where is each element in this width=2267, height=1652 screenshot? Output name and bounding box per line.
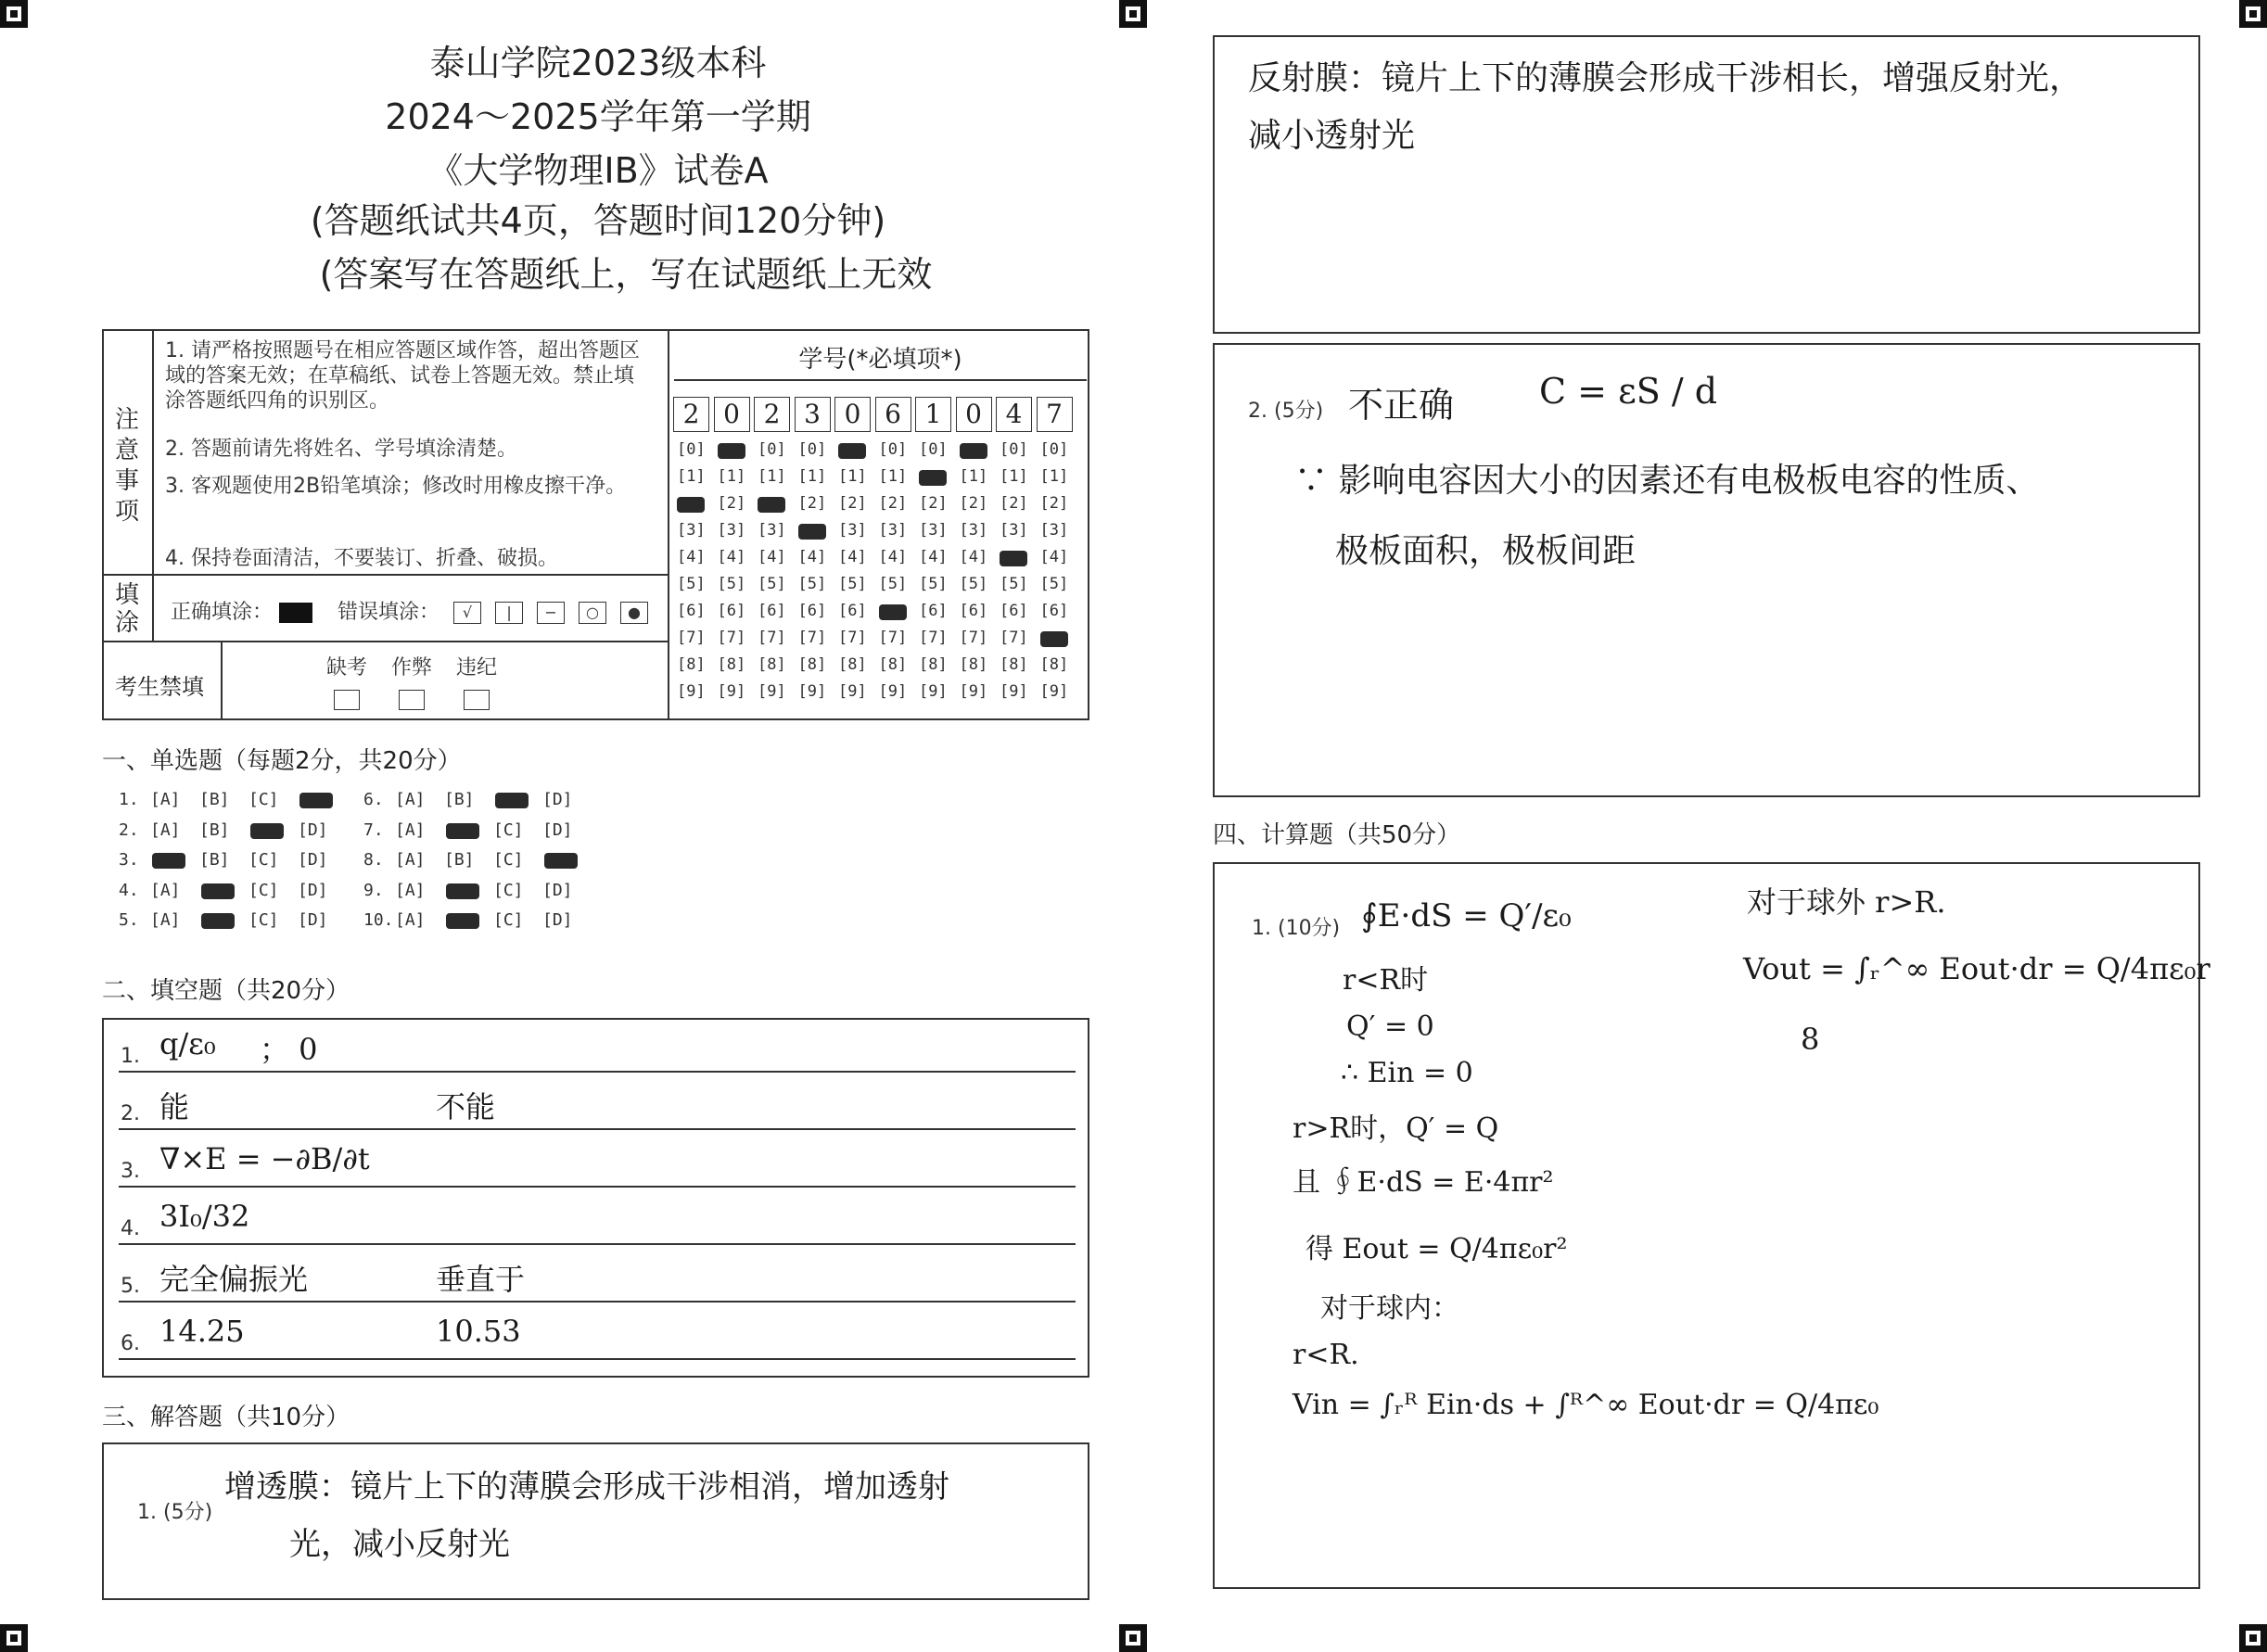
mc-question-number: 9.	[363, 880, 384, 900]
student-id-bubble: [7]	[919, 629, 948, 647]
student-id-filled-bubble	[960, 443, 987, 459]
student-id-bubble: [8]	[838, 655, 867, 674]
essay-q1-handwriting-1: 增透膜：镜片上下的薄膜会形成干涉相消，增加透射	[224, 1468, 949, 1506]
student-id-bubble: [9]	[919, 682, 948, 701]
mc-filled-bubble	[495, 793, 529, 808]
fill-blank-answer-b: 不能	[436, 1089, 496, 1125]
wrong-fill-circle: ○	[579, 602, 606, 624]
mc-option-bubble: [A]	[150, 910, 181, 930]
fill-blank-answer-a: q/ε₀	[159, 1026, 216, 1061]
corner-marker-icon	[1119, 1624, 1147, 1652]
forbidden-label: 考生禁填	[115, 674, 204, 700]
essay-q2-reason-2: 极板面积，极板间距	[1335, 532, 1637, 570]
student-id-bubble: [5]	[838, 575, 867, 593]
mc-filled-bubble	[250, 823, 284, 839]
calc-left-line: Vin = ∫ᵣᴿ Ein·ds + ∫ᴿ^∞ Eout·dr = Q/4πε₀	[1293, 1389, 1879, 1421]
wrong-fill-label: 错误填涂：	[338, 601, 440, 624]
mc-question-number: 2.	[119, 820, 139, 840]
mc-question-number: 3.	[119, 850, 139, 870]
mc-option-bubble: [D]	[542, 910, 573, 930]
student-id-bubble: [9]	[758, 682, 786, 701]
student-id-digit: 0	[714, 397, 750, 432]
mc-option-bubble: [A]	[395, 850, 426, 870]
student-id-bubble: [8]	[1039, 655, 1069, 674]
student-id-bubble: [9]	[717, 682, 746, 701]
student-id-bubble: [1]	[758, 467, 786, 486]
essay-q1-cont-handwriting-2: 减小透射光	[1248, 117, 1416, 155]
student-id-bubble: [9]	[1000, 682, 1028, 701]
calc-q1-label: 1. (10分)	[1252, 917, 1341, 940]
mc-option-bubble: [D]	[298, 880, 328, 900]
fill-blank-rule	[119, 1358, 1076, 1360]
notice-label: 注意事项	[115, 406, 140, 526]
mc-option-bubble: [B]	[199, 820, 230, 840]
student-id-filled-bubble	[1000, 551, 1027, 566]
student-id-filled-bubble	[758, 497, 785, 513]
student-id-bubble: [6]	[797, 602, 827, 620]
student-id-label: 学号(*必填项*)	[798, 346, 962, 374]
student-id-bubble: [0]	[677, 440, 706, 459]
student-id-bubble: [3]	[1039, 521, 1069, 540]
student-id-bubble: [5]	[1039, 575, 1069, 593]
fill-blank-answer-b: 垂直于	[436, 1262, 526, 1297]
student-id-filled-bubble	[838, 443, 866, 459]
notice-item-1: 1. 请严格按照题号在相应答题区域作答，超出答题区域的答案无效；在草稿纸、试卷上答题无效。禁止填涂答题纸四角的识别区。	[165, 339, 640, 413]
calc-right-line: Vout = ∫ᵣ^∞ Eout·dr = Q/4πε₀r	[1743, 951, 2210, 986]
forbidden-absent: 缺考	[326, 652, 367, 710]
student-id-bubble: [5]	[758, 575, 786, 593]
student-id-bubble: [7]	[758, 629, 786, 647]
student-id-bubble: [9]	[677, 682, 706, 701]
student-id-bubble: [0]	[878, 440, 908, 459]
student-id-digit: 1	[915, 397, 951, 432]
mc-filled-bubble	[446, 913, 479, 929]
student-id-bubble: [0]	[797, 440, 827, 459]
student-id-bubble: [6]	[717, 602, 746, 620]
wrong-fill-bar: |	[495, 602, 523, 624]
student-id-filled-bubble	[1040, 631, 1068, 647]
essay-q1-label: 1. (5分)	[137, 1501, 213, 1524]
calc-left-line: ∮E·dS = Q′/ε₀	[1361, 897, 1572, 934]
student-id-bubble: [5]	[717, 575, 746, 593]
student-id-bubble: [8]	[878, 655, 908, 674]
student-id-digit: 0	[834, 397, 871, 432]
corner-marker-icon	[0, 0, 28, 28]
mc-question-number: 6.	[363, 790, 384, 809]
student-id-bubble: [3]	[1000, 521, 1028, 540]
calc-right-line: 8	[1801, 1022, 1820, 1057]
fill-blank-answer-b: 10.53	[436, 1314, 521, 1349]
essay-q2-answer: 不正确	[1348, 385, 1455, 426]
student-id-bubble: [1]	[1000, 467, 1028, 486]
student-id-digit: 4	[996, 397, 1032, 432]
mc-option-bubble: [C]	[248, 790, 279, 809]
student-id-filled-bubble	[718, 443, 745, 459]
wrong-fill-check: √	[453, 602, 481, 624]
mc-filled-bubble	[446, 883, 479, 899]
mc-option-bubble: [A]	[395, 820, 426, 840]
student-id-bubble: [1]	[677, 467, 706, 486]
student-id-bubble: [5]	[1000, 575, 1028, 593]
student-id-bubble: [1]	[717, 467, 746, 486]
mc-option-bubble: [B]	[444, 850, 475, 870]
student-id-bubble: [5]	[797, 575, 827, 593]
fill-blank-answer-a: 3I₀/32	[159, 1199, 250, 1234]
mc-filled-bubble	[201, 913, 235, 929]
mc-question-number: 1.	[119, 790, 139, 809]
mc-option-bubble: [C]	[493, 820, 524, 840]
essay-q2-box	[1213, 343, 2200, 797]
student-id-bubble: [7]	[717, 629, 746, 647]
fill-blank-rule	[119, 1301, 1076, 1303]
student-id-filled-bubble	[798, 524, 826, 540]
mc-option-bubble: [B]	[444, 790, 475, 809]
student-id-bubble: [0]	[758, 440, 786, 459]
corner-marker-icon	[2239, 1624, 2267, 1652]
essay-q2-formula: C = εS / d	[1539, 371, 1718, 412]
student-id-bubble: [2]	[838, 494, 867, 513]
student-id-digit: 7	[1037, 397, 1073, 432]
fill-blank-rule	[119, 1186, 1076, 1188]
student-id-bubble: [5]	[677, 575, 706, 593]
mc-filled-bubble	[544, 853, 578, 869]
student-id-bubble: [9]	[1039, 682, 1069, 701]
essay-q2-reason-1: ∵ 影响电容因大小的因素还有电极板电容的性质、	[1294, 462, 2040, 500]
student-id-bubble: [4]	[959, 548, 988, 566]
student-id-bubble: [4]	[758, 548, 786, 566]
student-id-bubble: [8]	[797, 655, 827, 674]
fill-blank-answer-a: ∇×E = −∂B/∂t	[159, 1141, 370, 1176]
student-id-bubble: [1]	[797, 467, 827, 486]
student-id-bubble: [7]	[797, 629, 827, 647]
essay-q1-cont-handwriting-1: 反射膜：镜片上下的薄膜会形成干涉相长，增强反射光，	[1248, 59, 2083, 97]
student-id-bubble: [0]	[1039, 440, 1069, 459]
mc-option-bubble: [A]	[395, 910, 426, 930]
student-id-digit: 2	[673, 397, 709, 432]
mc-option-bubble: [A]	[150, 790, 181, 809]
mc-option-bubble: [A]	[150, 880, 181, 900]
wrong-fill-dash: −	[537, 602, 565, 624]
student-id-bubble: [2]	[717, 494, 746, 513]
student-id-digit: 6	[875, 397, 911, 432]
student-id-bubble: [5]	[878, 575, 908, 593]
corner-marker-icon	[0, 1624, 28, 1652]
mc-option-bubble: [D]	[542, 790, 573, 809]
student-id-bubble: [6]	[1039, 602, 1069, 620]
mc-option-bubble: [D]	[298, 820, 328, 840]
student-id-bubble: [1]	[959, 467, 988, 486]
student-id-bubble: [3]	[758, 521, 786, 540]
mc-option-bubble: [C]	[493, 910, 524, 930]
fill-blank-number: 1.	[121, 1045, 140, 1068]
wrong-fill-dot: ●	[620, 602, 648, 624]
correct-fill-sample	[279, 603, 312, 623]
mc-option-bubble: [C]	[248, 880, 279, 900]
notice-item-3: 3. 客观题使用2B铅笔填涂；修改时用橡皮擦干净。	[165, 475, 627, 498]
calc-left-line: 得 Eout = Q/4πε₀r²	[1305, 1233, 1568, 1265]
mc-filled-bubble	[152, 853, 185, 869]
student-id-bubble: [2]	[959, 494, 988, 513]
student-id-bubble: [7]	[677, 629, 706, 647]
mc-filled-bubble	[299, 793, 333, 808]
student-id-bubble: [9]	[797, 682, 827, 701]
mc-question-number: 5.	[119, 910, 139, 930]
header-answer-note: (答案写在答题纸上，写在试题纸上无效	[319, 254, 933, 295]
student-id-bubble: [7]	[838, 629, 867, 647]
student-id-bubble: [3]	[878, 521, 908, 540]
mc-option-bubble: [D]	[298, 910, 328, 930]
corner-marker-icon	[2239, 0, 2267, 28]
student-id-bubble: [1]	[1039, 467, 1069, 486]
fill-blank-number: 4.	[121, 1217, 140, 1240]
mc-option-bubble: [C]	[248, 850, 279, 870]
fill-blank-number: 5.	[121, 1275, 140, 1298]
calc-left-line: r<R.	[1293, 1339, 1359, 1371]
student-id-bubble: [4]	[797, 548, 827, 566]
mc-question-number: 4.	[119, 880, 139, 900]
student-id-bubble: [0]	[919, 440, 948, 459]
student-id-bubble: [3]	[717, 521, 746, 540]
forbidden-cheat: 作弊	[391, 652, 432, 710]
student-id-bubble: [2]	[1039, 494, 1069, 513]
calc-left-line: 且 ∮E·dS = E·4πr²	[1293, 1166, 1554, 1199]
fill-label: 填涂	[115, 581, 140, 637]
mc-question-number: 8.	[363, 850, 384, 870]
mc-option-bubble: [B]	[199, 850, 230, 870]
fill-blank-rule	[119, 1243, 1076, 1245]
student-id-bubble: [3]	[919, 521, 948, 540]
mc-option-bubble: [A]	[395, 790, 426, 809]
student-id-bubble: [6]	[758, 602, 786, 620]
forbidden-violation: 违纪	[456, 652, 497, 710]
essay-q1-continued-box	[1213, 35, 2200, 334]
student-id-bubble: [6]	[838, 602, 867, 620]
essay-q1-box	[102, 1442, 1089, 1600]
mc-option-bubble: [C]	[493, 880, 524, 900]
student-id-bubble: [0]	[1000, 440, 1028, 459]
student-id-digit: 3	[795, 397, 831, 432]
student-id-bubble: [4]	[919, 548, 948, 566]
student-id-bubble: [1]	[838, 467, 867, 486]
corner-marker-icon	[1119, 0, 1147, 28]
fill-blank-answer-b: ； 0	[260, 1032, 318, 1067]
student-id-filled-bubble	[919, 470, 947, 486]
mc-option-bubble: [D]	[542, 820, 573, 840]
mc-option-bubble: [A]	[150, 820, 181, 840]
fill-blank-number: 6.	[121, 1332, 140, 1355]
essay-q2-label: 2. (5分)	[1248, 400, 1324, 423]
student-id-digit: 2	[754, 397, 790, 432]
mc-option-bubble: [A]	[395, 880, 426, 900]
student-id-bubble: [6]	[919, 602, 948, 620]
student-id-bubble: [8]	[959, 655, 988, 674]
student-id-bubble: [8]	[677, 655, 706, 674]
calc-left-line: 对于球内：	[1320, 1292, 1459, 1325]
mc-option-bubble: [C]	[248, 910, 279, 930]
student-id-bubble: [7]	[878, 629, 908, 647]
fill-blank-answer-a: 能	[159, 1089, 190, 1125]
student-id-filled-bubble	[677, 497, 705, 513]
student-id-digit: 0	[956, 397, 992, 432]
student-id-bubble: [9]	[878, 682, 908, 701]
header-term: 2024～2025学年第一学期	[385, 96, 811, 137]
fill-blank-number: 3.	[121, 1160, 140, 1183]
student-id-bubble: [3]	[838, 521, 867, 540]
calc-left-line: r<R时	[1343, 964, 1429, 997]
section2-title: 二、填空题（共20分）	[102, 977, 350, 1005]
student-id-filled-bubble	[879, 604, 907, 620]
calc-left-line: ∴ Ein = 0	[1341, 1057, 1473, 1089]
mc-option-bubble: [D]	[542, 880, 573, 900]
student-id-bubble: [9]	[838, 682, 867, 701]
student-id-bubble: [8]	[758, 655, 786, 674]
calc-left-line: Q′ = 0	[1346, 1010, 1434, 1043]
student-id-bubble: [5]	[959, 575, 988, 593]
mc-option-bubble: [C]	[493, 850, 524, 870]
correct-fill-label: 正确填涂：	[171, 601, 274, 624]
student-id-bubble: [7]	[959, 629, 988, 647]
header-school: 泰山学院2023级本科	[429, 43, 767, 83]
fill-blank-number: 2.	[121, 1102, 140, 1125]
calc-right-line: 对于球外 r>R.	[1747, 884, 1946, 920]
notice-item-4: 4. 保持卷面清洁，不要装订、折叠、破损。	[165, 547, 558, 570]
student-id-bubble: [8]	[1000, 655, 1028, 674]
header-course: 《大学物理IB》试卷A	[427, 150, 769, 191]
student-id-bubble: [2]	[919, 494, 948, 513]
essay-q1-handwriting-2: 光，减小反射光	[289, 1526, 510, 1563]
student-id-bubble: [2]	[797, 494, 827, 513]
mc-question-number: 7.	[363, 820, 384, 840]
calc-left-line: r>R时，Q′ = Q	[1293, 1112, 1499, 1145]
student-id-bubble: [8]	[717, 655, 746, 674]
student-id-bubble: [8]	[919, 655, 948, 674]
mc-filled-bubble	[201, 883, 235, 899]
fill-blank-rule	[119, 1128, 1076, 1130]
student-id-bubble: [4]	[838, 548, 867, 566]
mc-option-bubble: [D]	[298, 850, 328, 870]
student-id-bubble: [3]	[677, 521, 706, 540]
student-id-bubble: [7]	[1000, 629, 1028, 647]
student-id-bubble: [2]	[1000, 494, 1028, 513]
section1-title: 一、单选题（每题2分，共20分）	[102, 747, 462, 775]
mc-option-bubble: [B]	[199, 790, 230, 809]
student-id-bubble: [4]	[717, 548, 746, 566]
section4-title: 四、计算题（共50分）	[1213, 821, 1461, 849]
student-id-bubble: [6]	[677, 602, 706, 620]
section3-title: 三、解答题（共10分）	[102, 1404, 350, 1431]
fill-blank-rule	[119, 1071, 1076, 1073]
student-id-bubble: [4]	[878, 548, 908, 566]
student-id-bubble: [2]	[878, 494, 908, 513]
student-id-bubble: [4]	[677, 548, 706, 566]
student-id-bubble: [9]	[959, 682, 988, 701]
header-paper-info: (答题纸试共4页，答题时间120分钟)	[310, 200, 886, 241]
student-id-bubble: [3]	[959, 521, 988, 540]
student-id-bubble: [1]	[878, 467, 908, 486]
mc-question-number: 10.	[363, 910, 394, 930]
fill-blank-answer-a: 14.25	[159, 1314, 245, 1349]
notice-item-2: 2. 答题前请先将姓名、学号填涂清楚。	[165, 438, 517, 461]
student-id-bubble: [4]	[1039, 548, 1069, 566]
student-id-bubble: [6]	[959, 602, 988, 620]
student-id-bubble: [6]	[1000, 602, 1028, 620]
mc-filled-bubble	[446, 823, 479, 839]
student-id-bubble: [5]	[919, 575, 948, 593]
fill-blank-answer-a: 完全偏振光	[159, 1262, 309, 1297]
